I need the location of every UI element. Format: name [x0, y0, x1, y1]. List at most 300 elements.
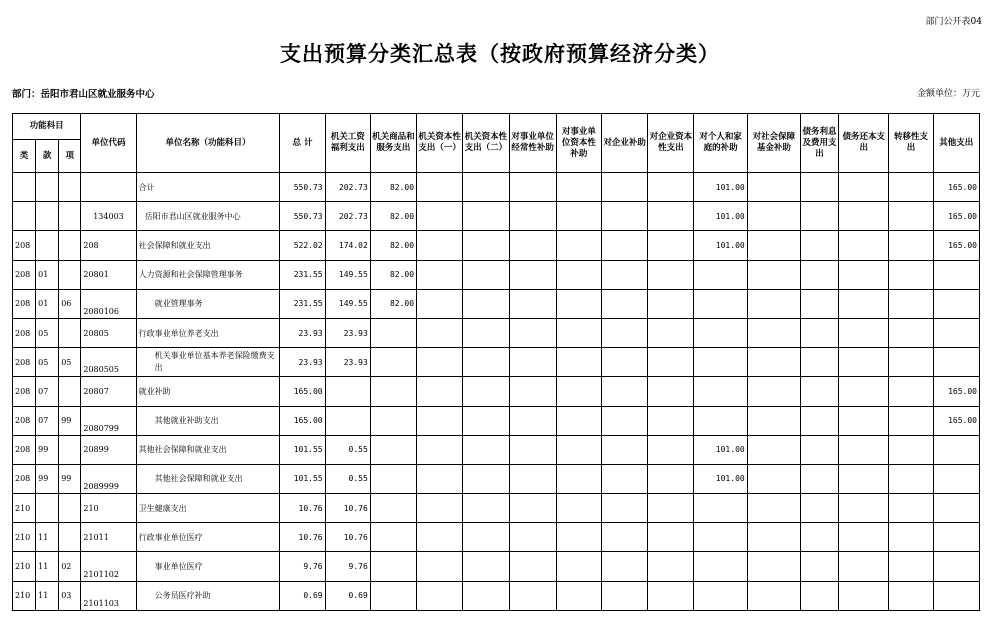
- amount-cell-14: [933, 435, 979, 464]
- amount-cell-5: [509, 202, 556, 231]
- unit-name-cell: 机关事业单位基本养老保险缴费支出: [136, 348, 280, 377]
- table-row: [13, 494, 980, 523]
- amount-cell-7: [601, 581, 647, 610]
- lei-cell: 208: [13, 464, 36, 493]
- amount-cell-11: [800, 552, 838, 581]
- total-cell: 101.55: [280, 464, 325, 493]
- unit-code-cell: 20807: [81, 377, 136, 406]
- amount-cell-11: [800, 202, 838, 231]
- kuan-cell: [36, 173, 59, 202]
- unit-code-cell: 20899: [81, 435, 136, 464]
- amount-cell-14: [933, 581, 979, 610]
- amount-cell-12: [839, 260, 889, 289]
- amount-cell-4: [463, 406, 509, 435]
- unit-code-header: 单位代码: [81, 114, 136, 173]
- table-row: [13, 377, 980, 406]
- amount-cell-12: [839, 173, 889, 202]
- amount-cell-6: [556, 581, 601, 610]
- amount-cell-10: [747, 581, 800, 610]
- amount-cell-8: [648, 289, 694, 318]
- amount-cell-4: [463, 377, 509, 406]
- amount-cell-1: 202.73: [325, 173, 370, 202]
- amount-cell-3: [417, 581, 463, 610]
- amount-cell-6: [556, 406, 601, 435]
- lei-cell: 208: [13, 377, 36, 406]
- amount-cell-6: [556, 464, 601, 493]
- amount-cell-14: [933, 260, 979, 289]
- col-header-12: 债务还本支出: [839, 114, 889, 173]
- lei-cell: 208: [13, 435, 36, 464]
- lei-cell: 210: [13, 581, 36, 610]
- amount-cell-4: [463, 435, 509, 464]
- amount-cell-9: [694, 523, 747, 552]
- amount-cell-10: [747, 377, 800, 406]
- total-header: 总 计: [280, 114, 325, 173]
- kuan-cell: 99: [36, 464, 59, 493]
- unit-name-cell: 行政事业单位医疗: [136, 523, 280, 552]
- total-cell: 10.76: [280, 494, 325, 523]
- kuan-cell: 05: [36, 318, 59, 347]
- amount-cell-1: 0.55: [325, 435, 370, 464]
- amount-cell-1: 23.93: [325, 348, 370, 377]
- amount-cell-4: [463, 173, 509, 202]
- table-row: [13, 318, 980, 347]
- amount-cell-1: 0.69: [325, 581, 370, 610]
- amount-cell-5: [509, 581, 556, 610]
- amount-cell-4: [463, 581, 509, 610]
- amount-cell-6: [556, 435, 601, 464]
- xiang-cell: [59, 523, 81, 552]
- amount-cell-3: [417, 173, 463, 202]
- amount-cell-10: [747, 552, 800, 581]
- amount-cell-12: [839, 581, 889, 610]
- amount-cell-14: 165.00: [933, 202, 979, 231]
- amount-cell-13: [889, 231, 933, 260]
- table-row: [13, 523, 980, 552]
- lei-cell: 208: [13, 318, 36, 347]
- lei-cell: [13, 173, 36, 202]
- amount-cell-6: [556, 494, 601, 523]
- amount-cell-12: [839, 289, 889, 318]
- amount-cell-2: 82.00: [370, 202, 416, 231]
- unit-code-cell: 20805: [81, 318, 136, 347]
- lei-cell: 208: [13, 289, 36, 318]
- col-header-10: 对社会保障基金补助: [747, 114, 800, 173]
- unit-code-cell: 2080505: [81, 348, 136, 377]
- col-header-6: 对事业单位资本性补助: [556, 114, 601, 173]
- unit-code-cell: 2080799: [81, 406, 136, 435]
- unit-code-cell: [81, 173, 136, 202]
- table-row: [13, 464, 980, 493]
- xiang-cell: [59, 231, 81, 260]
- xiang-cell: [59, 202, 81, 231]
- amount-cell-13: [889, 318, 933, 347]
- amount-cell-13: [889, 464, 933, 493]
- amount-cell-6: [556, 552, 601, 581]
- amount-cell-4: [463, 523, 509, 552]
- total-cell: 165.00: [280, 377, 325, 406]
- amount-cell-2: [370, 348, 416, 377]
- amount-cell-8: [648, 377, 694, 406]
- amount-cell-7: [601, 523, 647, 552]
- unit-code-cell: 210: [81, 494, 136, 523]
- amount-cell-13: [889, 289, 933, 318]
- total-cell: 23.93: [280, 318, 325, 347]
- amount-cell-9: 101.00: [694, 202, 747, 231]
- col-header-13: 转移性支出: [889, 114, 933, 173]
- amount-cell-14: 165.00: [933, 173, 979, 202]
- amount-cell-9: 101.00: [694, 231, 747, 260]
- kuan-cell: 11: [36, 552, 59, 581]
- kuan-cell: [36, 202, 59, 231]
- amount-cell-9: 101.00: [694, 435, 747, 464]
- amount-cell-8: [648, 318, 694, 347]
- amount-cell-6: [556, 173, 601, 202]
- amount-cell-1: 10.76: [325, 523, 370, 552]
- table-row: [13, 289, 980, 318]
- kuan-cell: [36, 494, 59, 523]
- unit-code-cell: 208: [81, 231, 136, 260]
- col-header-1: 机关工资福利支出: [325, 114, 370, 173]
- total-cell: 101.55: [280, 435, 325, 464]
- amount-cell-13: [889, 435, 933, 464]
- amount-cell-8: [648, 260, 694, 289]
- unit-code-cell: 134003: [81, 202, 136, 231]
- amount-cell-10: [747, 318, 800, 347]
- amount-cell-10: [747, 289, 800, 318]
- amount-cell-5: [509, 231, 556, 260]
- department-label: 部门：岳阳市君山区就业服务中心: [12, 89, 155, 100]
- amount-cell-7: [601, 260, 647, 289]
- kuan-cell: 07: [36, 377, 59, 406]
- table-row: [13, 348, 980, 377]
- amount-cell-6: [556, 348, 601, 377]
- amount-cell-1: [325, 406, 370, 435]
- amount-cell-2: [370, 552, 416, 581]
- amount-cell-4: [463, 494, 509, 523]
- unit-name-cell: 就业补助: [136, 377, 280, 406]
- amount-cell-8: [648, 231, 694, 260]
- amount-cell-2: [370, 464, 416, 493]
- amount-cell-5: [509, 552, 556, 581]
- amount-cell-9: [694, 377, 747, 406]
- kuan-header: 款: [36, 140, 59, 173]
- amount-cell-4: [463, 260, 509, 289]
- amount-cell-3: [417, 231, 463, 260]
- xiang-cell: [59, 435, 81, 464]
- lei-header: 类: [13, 140, 36, 173]
- unit-name-cell: 其他社会保障和就业支出: [136, 435, 280, 464]
- amount-cell-5: [509, 406, 556, 435]
- unit-name-cell: 合计: [136, 173, 280, 202]
- amount-cell-1: 9.76: [325, 552, 370, 581]
- amount-cell-14: 165.00: [933, 231, 979, 260]
- amount-cell-1: 174.02: [325, 231, 370, 260]
- total-cell: 10.76: [280, 523, 325, 552]
- amount-cell-11: [800, 581, 838, 610]
- xiang-cell: [59, 318, 81, 347]
- col-header-7: 对企业补助: [601, 114, 647, 173]
- amount-cell-4: [463, 552, 509, 581]
- unit-code-cell: 2089999: [81, 464, 136, 493]
- amount-cell-14: [933, 464, 979, 493]
- col-header-3: 机关资本性支出（一）: [417, 114, 463, 173]
- amount-cell-9: [694, 260, 747, 289]
- amount-cell-8: [648, 552, 694, 581]
- amount-cell-9: [694, 494, 747, 523]
- amount-cell-2: [370, 435, 416, 464]
- total-cell: 0.69: [280, 581, 325, 610]
- amount-cell-8: [648, 348, 694, 377]
- unit-name-cell: 事业单位医疗: [136, 552, 280, 581]
- kuan-cell: 11: [36, 523, 59, 552]
- amount-cell-13: [889, 348, 933, 377]
- amount-cell-9: [694, 348, 747, 377]
- amount-cell-8: [648, 523, 694, 552]
- amount-cell-2: [370, 494, 416, 523]
- amount-cell-5: [509, 260, 556, 289]
- amount-cell-3: [417, 464, 463, 493]
- unit-code-cell: 2101103: [81, 581, 136, 610]
- amount-cell-6: [556, 318, 601, 347]
- col-header-4: 机关资本性支出（二）: [463, 114, 509, 173]
- amount-cell-13: [889, 260, 933, 289]
- amount-cell-2: 82.00: [370, 260, 416, 289]
- kuan-cell: 99: [36, 435, 59, 464]
- amount-cell-1: [325, 377, 370, 406]
- unit-label: 金额单位：万元: [916, 89, 980, 99]
- amount-cell-7: [601, 289, 647, 318]
- amount-cell-9: [694, 581, 747, 610]
- table-header: [13, 114, 980, 173]
- xiang-cell: 99: [59, 406, 81, 435]
- lei-cell: 210: [13, 523, 36, 552]
- amount-cell-12: [839, 464, 889, 493]
- amount-cell-2: 82.00: [370, 173, 416, 202]
- unit-name-cell: 公务员医疗补助: [136, 581, 280, 610]
- amount-cell-13: [889, 202, 933, 231]
- amount-cell-12: [839, 202, 889, 231]
- amount-cell-10: [747, 464, 800, 493]
- col-header-9: 对个人和家庭的补助: [694, 114, 747, 173]
- budget-table: [12, 113, 980, 611]
- unit-code-cell: 2101102: [81, 552, 136, 581]
- amount-cell-5: [509, 348, 556, 377]
- kuan-cell: 07: [36, 406, 59, 435]
- amount-cell-4: [463, 289, 509, 318]
- amount-cell-7: [601, 494, 647, 523]
- amount-cell-14: [933, 348, 979, 377]
- amount-cell-10: [747, 435, 800, 464]
- amount-cell-11: [800, 348, 838, 377]
- amount-cell-13: [889, 377, 933, 406]
- xiang-cell: [59, 260, 81, 289]
- xiang-cell: 02: [59, 552, 81, 581]
- amount-cell-4: [463, 202, 509, 231]
- unit-name-cell: 行政事业单位养老支出: [136, 318, 280, 347]
- amount-cell-6: [556, 377, 601, 406]
- unit-name-cell: 社会保障和就业支出: [136, 231, 280, 260]
- table-row: [13, 260, 980, 289]
- col-header-8: 对企业资本性支出: [648, 114, 694, 173]
- amount-cell-9: [694, 289, 747, 318]
- xiang-cell: [59, 494, 81, 523]
- amount-cell-10: [747, 231, 800, 260]
- xiang-cell: 05: [59, 348, 81, 377]
- amount-cell-3: [417, 523, 463, 552]
- unit-name-cell: 岳阳市君山区就业服务中心: [136, 202, 280, 231]
- amount-cell-7: [601, 377, 647, 406]
- xiang-cell: 99: [59, 464, 81, 493]
- xiang-cell: 06: [59, 289, 81, 318]
- amount-cell-4: [463, 318, 509, 347]
- total-cell: 550.73: [280, 173, 325, 202]
- lei-cell: 210: [13, 494, 36, 523]
- amount-cell-10: [747, 523, 800, 552]
- amount-cell-11: [800, 523, 838, 552]
- amount-cell-11: [800, 494, 838, 523]
- amount-cell-7: [601, 435, 647, 464]
- amount-cell-5: [509, 377, 556, 406]
- kuan-cell: 01: [36, 289, 59, 318]
- table-body: [13, 173, 980, 611]
- amount-cell-1: 149.55: [325, 289, 370, 318]
- amount-cell-6: [556, 260, 601, 289]
- unit-name-cell: 其他就业补助支出: [136, 406, 280, 435]
- table-row: [13, 173, 980, 202]
- unit-code-cell: 20801: [81, 260, 136, 289]
- amount-cell-7: [601, 202, 647, 231]
- amount-cell-3: [417, 260, 463, 289]
- amount-cell-1: 202.73: [325, 202, 370, 231]
- func-subject-header: 功能科目: [13, 114, 81, 140]
- col-header-5: 对事业单位经常性补助: [509, 114, 556, 173]
- xiang-header: 项: [59, 140, 81, 173]
- xiang-cell: [59, 377, 81, 406]
- amount-cell-10: [747, 173, 800, 202]
- page-title: 支出预算分类汇总表（按政府预算经济分类）: [280, 41, 720, 66]
- xiang-cell: 03: [59, 581, 81, 610]
- amount-cell-2: 82.00: [370, 231, 416, 260]
- amount-cell-2: [370, 523, 416, 552]
- amount-cell-12: [839, 523, 889, 552]
- amount-cell-13: [889, 173, 933, 202]
- amount-cell-4: [463, 348, 509, 377]
- lei-cell: 210: [13, 552, 36, 581]
- amount-cell-6: [556, 289, 601, 318]
- lei-cell: 208: [13, 231, 36, 260]
- amount-cell-2: [370, 377, 416, 406]
- total-cell: 165.00: [280, 406, 325, 435]
- amount-cell-5: [509, 289, 556, 318]
- amount-cell-9: [694, 318, 747, 347]
- amount-cell-8: [648, 581, 694, 610]
- total-cell: 231.55: [280, 260, 325, 289]
- amount-cell-8: [648, 435, 694, 464]
- amount-cell-3: [417, 348, 463, 377]
- amount-cell-7: [601, 406, 647, 435]
- amount-cell-3: [417, 289, 463, 318]
- amount-cell-11: [800, 231, 838, 260]
- amount-cell-12: [839, 552, 889, 581]
- amount-cell-13: [889, 523, 933, 552]
- unit-code-cell: 2080106: [81, 289, 136, 318]
- amount-cell-8: [648, 464, 694, 493]
- amount-cell-4: [463, 464, 509, 493]
- amount-cell-7: [601, 552, 647, 581]
- amount-cell-14: [933, 523, 979, 552]
- amount-cell-3: [417, 494, 463, 523]
- table-row: [13, 406, 980, 435]
- amount-cell-4: [463, 231, 509, 260]
- amount-cell-5: [509, 523, 556, 552]
- total-cell: 522.02: [280, 231, 325, 260]
- amount-cell-1: 23.93: [325, 318, 370, 347]
- amount-cell-12: [839, 318, 889, 347]
- amount-cell-7: [601, 348, 647, 377]
- lei-cell: 208: [13, 406, 36, 435]
- unit-name-cell: 人力资源和社会保障管理事务: [136, 260, 280, 289]
- lei-cell: 208: [13, 348, 36, 377]
- amount-cell-14: [933, 289, 979, 318]
- amount-cell-8: [648, 494, 694, 523]
- amount-cell-13: [889, 581, 933, 610]
- amount-cell-1: 10.76: [325, 494, 370, 523]
- unit-name-header: 单位名称（功能科目）: [136, 114, 280, 173]
- table-row: [13, 231, 980, 260]
- amount-cell-10: [747, 494, 800, 523]
- total-cell: 550.73: [280, 202, 325, 231]
- amount-cell-11: [800, 377, 838, 406]
- amount-cell-11: [800, 289, 838, 318]
- amount-cell-5: [509, 464, 556, 493]
- amount-cell-6: [556, 231, 601, 260]
- amount-cell-7: [601, 231, 647, 260]
- total-cell: 9.76: [280, 552, 325, 581]
- amount-cell-5: [509, 494, 556, 523]
- amount-cell-11: [800, 464, 838, 493]
- amount-cell-11: [800, 435, 838, 464]
- amount-cell-1: 149.55: [325, 260, 370, 289]
- amount-cell-3: [417, 406, 463, 435]
- total-cell: 23.93: [280, 348, 325, 377]
- xiang-cell: [59, 173, 81, 202]
- unit-code-cell: 21011: [81, 523, 136, 552]
- amount-cell-5: [509, 435, 556, 464]
- col-header-14: 其他支出: [933, 114, 979, 173]
- amount-cell-12: [839, 231, 889, 260]
- form-number: 部门公开表04: [925, 17, 982, 27]
- unit-name-cell: 就业管理事务: [136, 289, 280, 318]
- amount-cell-8: [648, 202, 694, 231]
- amount-cell-14: [933, 318, 979, 347]
- amount-cell-10: [747, 406, 800, 435]
- amount-cell-8: [648, 173, 694, 202]
- amount-cell-3: [417, 552, 463, 581]
- amount-cell-9: 101.00: [694, 464, 747, 493]
- amount-cell-2: [370, 406, 416, 435]
- amount-cell-14: 165.00: [933, 406, 979, 435]
- amount-cell-11: [800, 173, 838, 202]
- kuan-cell: 05: [36, 348, 59, 377]
- amount-cell-5: [509, 318, 556, 347]
- amount-cell-12: [839, 348, 889, 377]
- lei-cell: 208: [13, 260, 36, 289]
- table-row: [13, 552, 980, 581]
- amount-cell-14: 165.00: [933, 377, 979, 406]
- amount-cell-10: [747, 348, 800, 377]
- total-cell: 231.55: [280, 289, 325, 318]
